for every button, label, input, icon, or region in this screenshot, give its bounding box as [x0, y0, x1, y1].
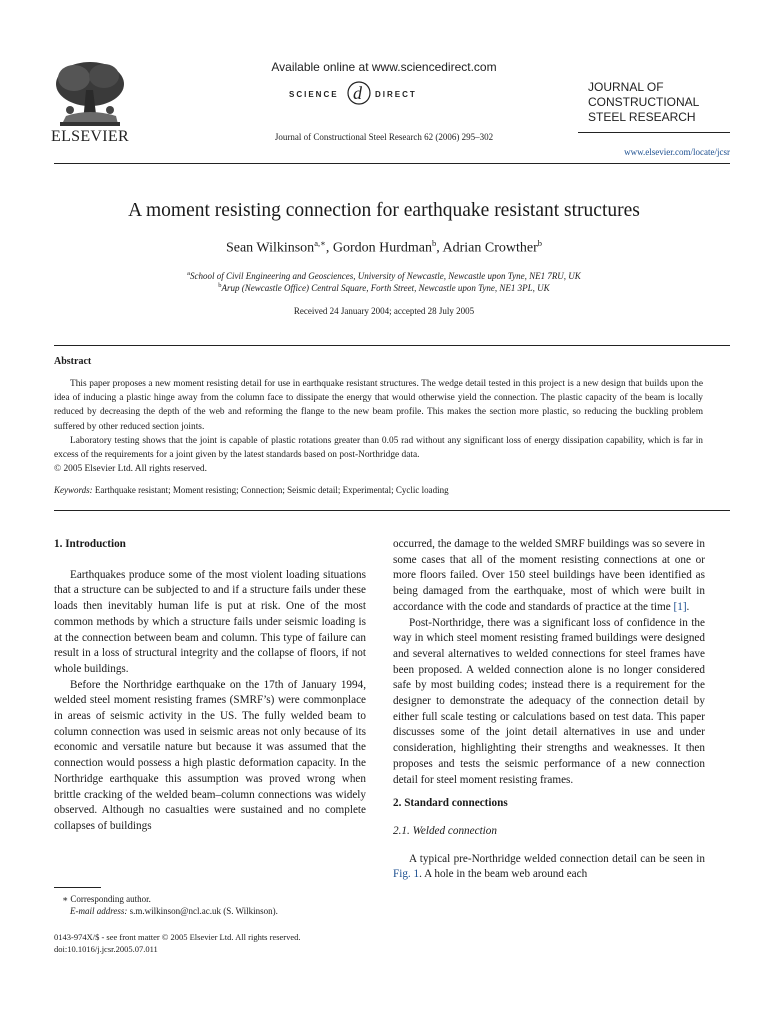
figure-link[interactable]: Fig. 1	[393, 868, 420, 881]
affiliation-mark: b	[218, 282, 222, 289]
body-paragraph	[393, 852, 705, 883]
bottom-info	[54, 931, 374, 955]
affiliation-mark: a	[187, 270, 191, 277]
journal-name-line: STEEL RESEARCH	[588, 110, 696, 124]
paragraph-text: occurred, the damage to the welded SMRF buildings was so severe in some cases that all of the moment resisting connections at one or more floors failed. Over 150 steel buildings have been identified as being damaged from the earthquake, most of which were built in accordance with the code and standards of practice at the time	[393, 538, 705, 613]
header-divider	[578, 132, 730, 133]
keywords-label: Keywords:	[54, 485, 93, 495]
journal-url-link[interactable]: www.elsevier.com/locate/jcsr	[624, 147, 730, 157]
body-paragraph: Earthquakes produce some of the most violent loading situations that a structure can be subjected to and if a structure fails under these loads then inevitably human life is put at risk. One of the most common methods by which a structure fails under seismic loading is at the connection between beam and column. This type of failure can result in a loss of structural integrity and the collapse of floors, if not whole buildings.	[54, 568, 366, 675]
author-affiliation-mark: b	[537, 238, 543, 248]
email-address: s.m.wilkinson@ncl.ac.uk (S. Wilkinson).	[127, 906, 278, 916]
body-paragraph	[393, 537, 705, 616]
available-online-text: Available online at www.sciencedirect.com	[271, 60, 497, 74]
sciencedirect-left: SCIENCE	[289, 90, 339, 99]
author-name: Sean Wilkinson	[225, 240, 315, 256]
email-label: E-mail address:	[70, 906, 128, 916]
paragraph-text: .	[686, 600, 690, 613]
section-1-heading: 1. Introduction	[54, 538, 126, 550]
received-dates: Received 24 January 2004; accepted 28 July 2005	[293, 306, 475, 316]
issn-line: 0143-974X/$ - see front matter © 2005 Elsevier Ltd. All rights reserved.	[54, 932, 301, 942]
footnote-email	[54, 905, 366, 917]
abstract-heading: Abstract	[54, 356, 92, 367]
journal-name	[588, 80, 728, 125]
header-rule	[54, 163, 730, 164]
journal-name-line: JOURNAL OF	[588, 80, 664, 94]
section-2-heading: 2. Standard connections	[393, 797, 508, 810]
affiliation-text: School of Civil Engineering and Geosciences, University of Newcastle, Newcastle upon Tyne, NE1 7RU, UK	[190, 271, 581, 281]
abstract-paragraph: Laboratory testing shows that the joint is capable of plastic rotations greater than 0.05 rad without any significant loss of energy dissipation capability, which is far in excess of the requirements for a joint given by the latest standards based on post-Northridge data.	[54, 435, 703, 461]
abstract-top-rule	[54, 345, 730, 346]
svg-text:d: d	[353, 83, 362, 103]
author-separator: ,	[325, 240, 333, 256]
reference-link[interactable]: [1]	[673, 600, 687, 613]
sciencedirect-logo	[284, 78, 434, 108]
author-name: Gordon Hurdman	[332, 240, 433, 256]
abstract-bottom-rule	[54, 510, 730, 511]
author-separator: ,	[436, 240, 443, 256]
journal-citation: Journal of Constructional Steel Research 62 (2006) 295–302	[274, 132, 494, 142]
paragraph-text: A typical pre-Northridge welded connection detail can be seen in	[409, 852, 705, 865]
author-name: Adrian Crowther	[442, 240, 538, 256]
body-paragraph: Post-Northridge, there was a significant loss of confidence in the way in which steel moment resisting framed buildings were designed and several alternatives to welded connections for steel frames have been proposed. A welded connection alone is no longer considered safe by most building codes; instead there is a requirement for the designer to demonstrate the adequacy of the connection detail by either full scale testing or calculations based on test data. This paper discusses some of the joint detail alternatives in use and under consideration, highlighting their strengths and weaknesses. It then proposes and tests the seismic performance of a new connection detail for steel moment resisting frames.	[393, 616, 705, 786]
footnote-text: Corresponding author.	[68, 894, 151, 904]
abstract-copyright: © 2005 Elsevier Ltd. All rights reserved.	[54, 464, 207, 475]
affiliation-text: Arup (Newcastle Office) Central Square, Forth Street, Newcastle upon Tyne, NE1 3PL, UK	[221, 283, 550, 293]
footnote-rule	[54, 887, 101, 888]
body-paragraph: Before the Northridge earthquake on the 17th of January 1994, welded steel moment resisting frames (SMRF’s) were commonplace in areas of seismic activity in the US. The fully welded beam to column connection was used in seismic areas not only because of its economic and versatile nature but because it was assumed that the connection would possess a high plastic deformation capacity. In the Northridge earthquake this assumption was proved wrong when brittle cracking of the welded beam–column connections was widely observed. Although no casualties were sustained and no complete collapses of buildings	[54, 678, 366, 832]
keywords-text: Earthquake resistant; Moment resisting; Connection; Seismic detail; Experimental; Cyclic loading	[92, 485, 449, 495]
author-list	[0, 238, 768, 257]
paragraph-text: . A hole in the beam web around each	[419, 868, 588, 881]
article-title: A moment resisting connection for earthquake resistant structures	[128, 200, 640, 221]
affiliation-b	[0, 282, 768, 293]
publisher-name: ELSEVIER	[51, 128, 129, 145]
author-affiliation-mark: b	[432, 238, 437, 248]
keywords	[54, 485, 714, 495]
subsection-2-1-heading: 2.1. Welded connection	[393, 824, 497, 837]
doi-line: doi:10.1016/j.jcsr.2005.07.011	[54, 944, 158, 954]
footnote	[54, 893, 366, 917]
abstract-body	[54, 377, 703, 476]
right-column	[393, 537, 705, 883]
footnote-corresponding	[54, 893, 366, 905]
journal-name-line: CONSTRUCTIONAL	[588, 95, 700, 109]
footnote-mark: ∗	[62, 894, 69, 904]
affiliation-a	[0, 270, 768, 281]
left-column	[54, 537, 366, 835]
abstract-paragraph: This paper proposes a new moment resisting detail for use in earthquake resistant structures. The wedge detail tested in this project is a new design that builds upon the idea of inducing a plastic hinge away from the column face to dissipate the energy that would otherwise yield the connection. The plastic capacity of the beam is locally reduced by decreasing the depth of the web and reforming the flange to the new beam profile. This makes the section more plastic, so reducing the buckling problem suffered by other reduced section joints.	[54, 379, 703, 432]
sciencedirect-right: DIRECT	[375, 90, 417, 99]
author-affiliation-mark: a,∗	[314, 238, 326, 248]
